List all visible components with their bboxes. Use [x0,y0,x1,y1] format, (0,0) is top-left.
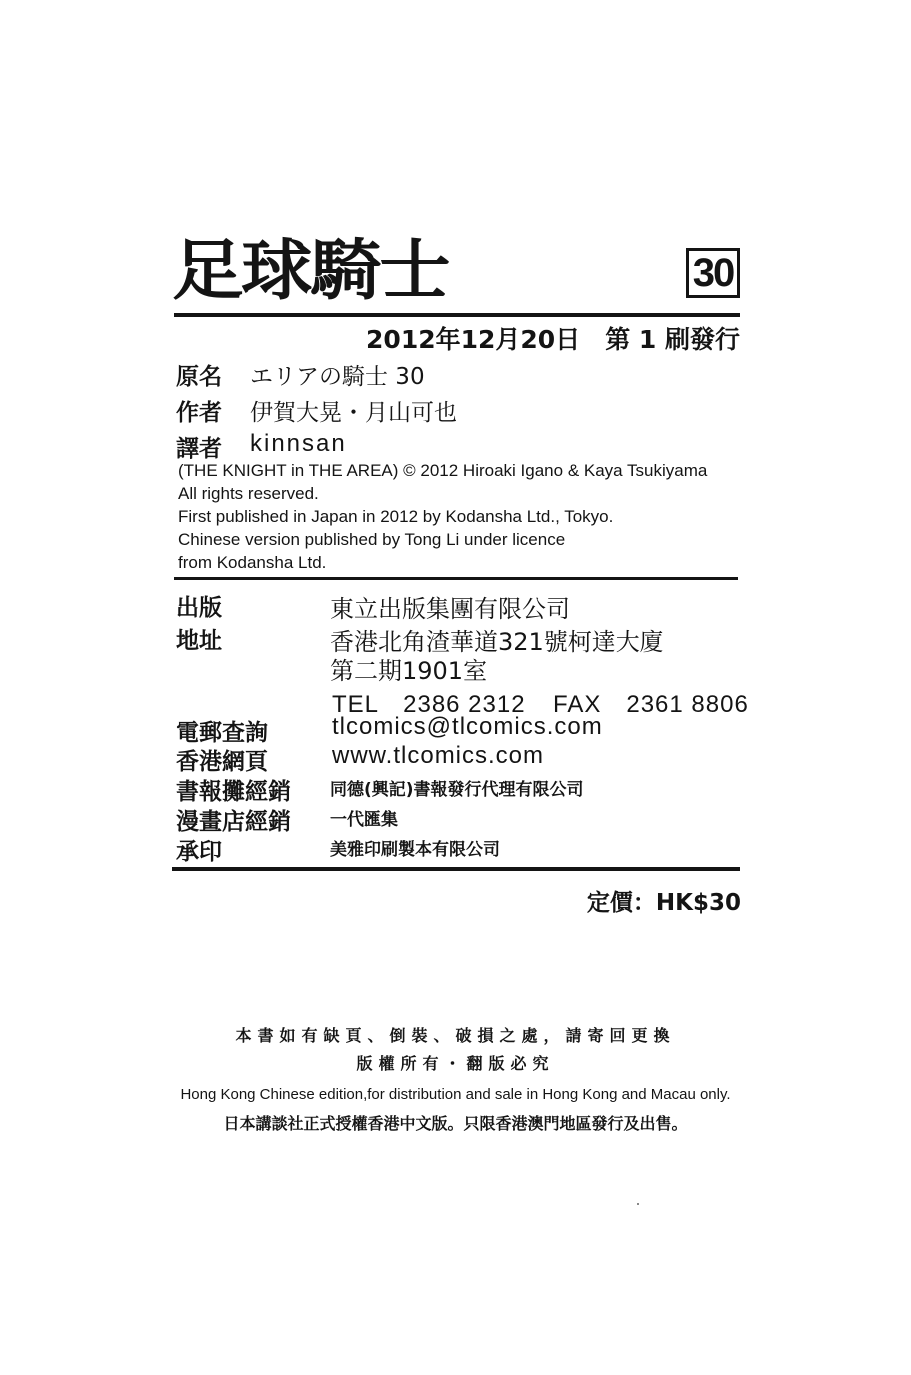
book-distributor-value: 同德(興記)書報發行代理有限公司 [330,780,584,800]
author-value: 伊賀大晃・月山可也 [250,400,457,426]
address-line-1: 香港北角渣華道321號柯達大廈 [330,628,664,656]
copyright-notice: 版權所有・翻版必究 [356,1054,555,1073]
printer-label: 承印 [176,839,222,865]
printer-value: 美雅印刷製本有限公司 [330,840,500,860]
website-value: www.tlcomics.com [332,742,545,769]
email-value: tlcomics@tlcomics.com [332,713,603,740]
address-label: 地址 [176,628,222,654]
original-title-label: 原名 [176,364,222,390]
copyright-line: First published in Japan in 2012 by Kodansha Ltd., Tokyo. [178,507,614,526]
bottom-rule [172,867,740,871]
book-title: 足球騎士 [172,232,449,309]
publisher-label: 出版 [176,595,222,621]
volume-badge: 30 [686,248,740,298]
publish-date: 2012年12月20日 第 1 刷發行 [366,325,740,354]
copyright-line: Chinese version published by Tong Li under licence [178,530,566,549]
distribution-notice-english: Hong Kong Chinese edition,for distribution and sale in Hong Kong and Macau only. [180,1086,731,1103]
return-notice: 本書如有缺頁、倒裝、破損之處，請寄回更換 [235,1026,676,1045]
translator-label: 譯者 [176,436,222,462]
comic-distributor-value: 一代匯集 [330,810,398,830]
copyright-line: (THE KNIGHT in THE AREA) © 2012 Hiroaki Igano & Kaya Tsukiyama [178,461,708,480]
publisher-value: 東立出版集團有限公司 [330,595,570,623]
price: 定價：HK$30 [586,890,741,916]
original-title-value: エリアの騎士 30 [250,364,425,390]
address-line-2: 第二期1901室 [330,657,488,685]
book-distributor-label: 書報攤經銷 [176,779,291,805]
translator-value: kinnsan [250,430,347,457]
author-label: 作者 [176,400,222,426]
email-label: 電郵查詢 [176,720,268,746]
website-label: 香港網頁 [176,749,268,775]
top-rule [174,313,740,317]
middle-rule [174,577,738,580]
comic-distributor-label: 漫畫店經銷 [176,809,291,835]
phone-number: TEL 2386 2312 [332,691,526,718]
distribution-notice-chinese: 日本講談社正式授權香港中文版。只限香港澳門地區發行及出售。 [223,1114,688,1133]
copyright-line: All rights reserved. [178,484,319,503]
speck-mark [637,1203,639,1205]
fax-number: FAX 2361 8806 [553,691,749,718]
copyright-line: from Kodansha Ltd. [178,553,327,572]
